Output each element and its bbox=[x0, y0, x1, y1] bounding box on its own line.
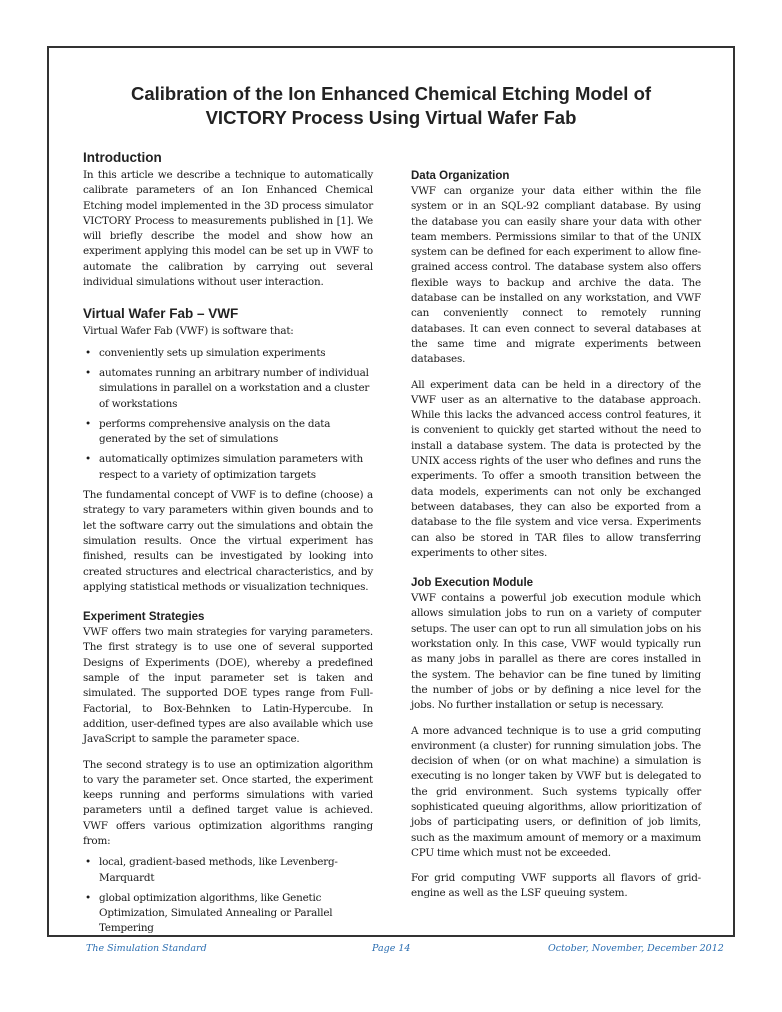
vwf-heading: Virtual Wafer Fab – VWF bbox=[83, 306, 239, 322]
footer-date: October, November, December 2012 bbox=[548, 943, 724, 954]
data-paragraph-1: VWF can organize your data either within the file system or in an SQL-92 compliant database. By using the database you can easily share your data with other team members. Permissions similar to that of the UNIX system can be defined for each experiment to allow fine-grained access control. The database system also offers flexible ways to backup and archive the data. The database can be installed on any workstation, and VWF can conveniently connect to remotely running databases. It can even connect to several databases at the same time and migrate experiments between databases. bbox=[411, 185, 701, 366]
experiment-strategies-heading: Experiment Strategies bbox=[83, 611, 205, 624]
job-execution-heading: Job Execution Module bbox=[411, 577, 534, 590]
introduction-paragraph: In this article we describe a technique to automatically calibrate parameters of an Ion Enhanced Chemical Etching model implemented in the 3D process simulator VICTORY Process to measurements published in [1]. We will briefly describe the model and show how an experiment applying this model can be set up in VWF to automate the calibration by carrying out several individual simulations without user interaction. bbox=[83, 169, 373, 289]
title-line-2: VICTORY Process Using Virtual Wafer Fab bbox=[205, 107, 577, 128]
list-item: • automatically optimizes simulation parameters with respect to a variety of optimization targets bbox=[85, 453, 364, 481]
vwf-intro-paragraph: Virtual Wafer Fab (VWF) is software that: bbox=[83, 325, 294, 338]
list-item: • local, gradient-based methods, like Levenberg-Marquardt bbox=[85, 856, 338, 884]
title-line-1: Calibration of the Ion Enhanced Chemical Etching Model of bbox=[130, 83, 652, 104]
data-organization-heading: Data Organization bbox=[411, 170, 510, 182]
job-paragraph-3: For grid computing VWF supports all flavors of grid-engine as well as the LSF queuing system. bbox=[411, 872, 701, 900]
vwf-concept-paragraph: The fundamental concept of VWF is to define (choose) a strategy to vary parameters within given bounds and to let the software carry out the simulations and obtain the simulation results. Once the virtual experiment has finished, results can be investigated by looking into created structures and electrical characteristics, and by applying statistical methods or visualization techniques. bbox=[83, 489, 373, 593]
data-paragraph-2: All experiment data can be held in a directory of the VWF user as an alternative to the database approach. While this lacks the advanced access control features, it is convenient to quickly get started without the need to install a database system. The data is protected by the UNIX access rights of the user who defines and runs the experiments. To offer a smooth transition between the data models, experiments can not only be exchanged between databases, they can also be exported from a database to the file system and vice versa. Experiments can also be stored in TAR files to allow transferring experiments to other sites. bbox=[411, 378, 701, 559]
experiment-paragraph-1: VWF offers two main strategies for varying parameters. The first strategy is to use one of several supported Designs of Experiments (DOE), whereby a predefined sample of the input parameter set is taken and simulated. The supported DOE types range from Full-Factorial, to Box-Behnken to Latin-Hypercube. In addition, user-defined types are also available which use JavaScript to sample the parameter space. bbox=[83, 626, 373, 746]
job-paragraph-1: VWF contains a powerful job execution module which allows simulation jobs to run on a variety of computer setups. The user can opt to run all simulation jobs on his workstation only. In this case, VWF would typically run as many jobs in parallel as there are cores installed in the system. The behavior can be fine tuned by limiting the number of jobs or by defining a nice level for the jobs. No further installation or setup is necessary. bbox=[411, 592, 701, 712]
list-item: • performs comprehensive analysis on the data generated by the set of simulations bbox=[85, 417, 331, 446]
optimization-list bbox=[83, 855, 373, 936]
job-paragraph-2: A more advanced technique is to use a grid computing environment (a cluster) for running simulation jobs. The decision of when (or on what machine) a simulation is executing is no longer taken by VWF but is delegated to the grid environment. Such systems typically offer sophisticated queuing algorithms, allow prioritization of jobs of participating users, or definition of job limits, such as the maximum amount of memory or a maximum CPU time which must not be exceeded. bbox=[411, 724, 701, 859]
right-column bbox=[411, 170, 701, 902]
experiment-paragraph-2: The second strategy is to use an optimization algorithm to vary the parameter set. Once started, the experiment keeps running and performs simulations with varied parameters until a defined target value is achieved. VWF offers various optimization algorithms ranging from: bbox=[83, 758, 373, 847]
list-item: • conveniently sets up simulation experiments bbox=[85, 346, 326, 359]
footer-page-number: Page 14 bbox=[372, 943, 411, 954]
list-item: • global optimization algorithms, like Genetic Optimization, Simulated Annealing or Parallel Tempering bbox=[85, 891, 333, 935]
left-column bbox=[83, 150, 373, 942]
footer-publication: The Simulation Standard bbox=[86, 943, 207, 954]
vwf-feature-list bbox=[83, 346, 373, 483]
introduction-heading: Introduction bbox=[83, 150, 162, 165]
article-title bbox=[60, 82, 722, 130]
list-item: • automates running an arbitrary number of individual simulations in parallel on a workstation and a cluster of workstations bbox=[85, 366, 370, 410]
